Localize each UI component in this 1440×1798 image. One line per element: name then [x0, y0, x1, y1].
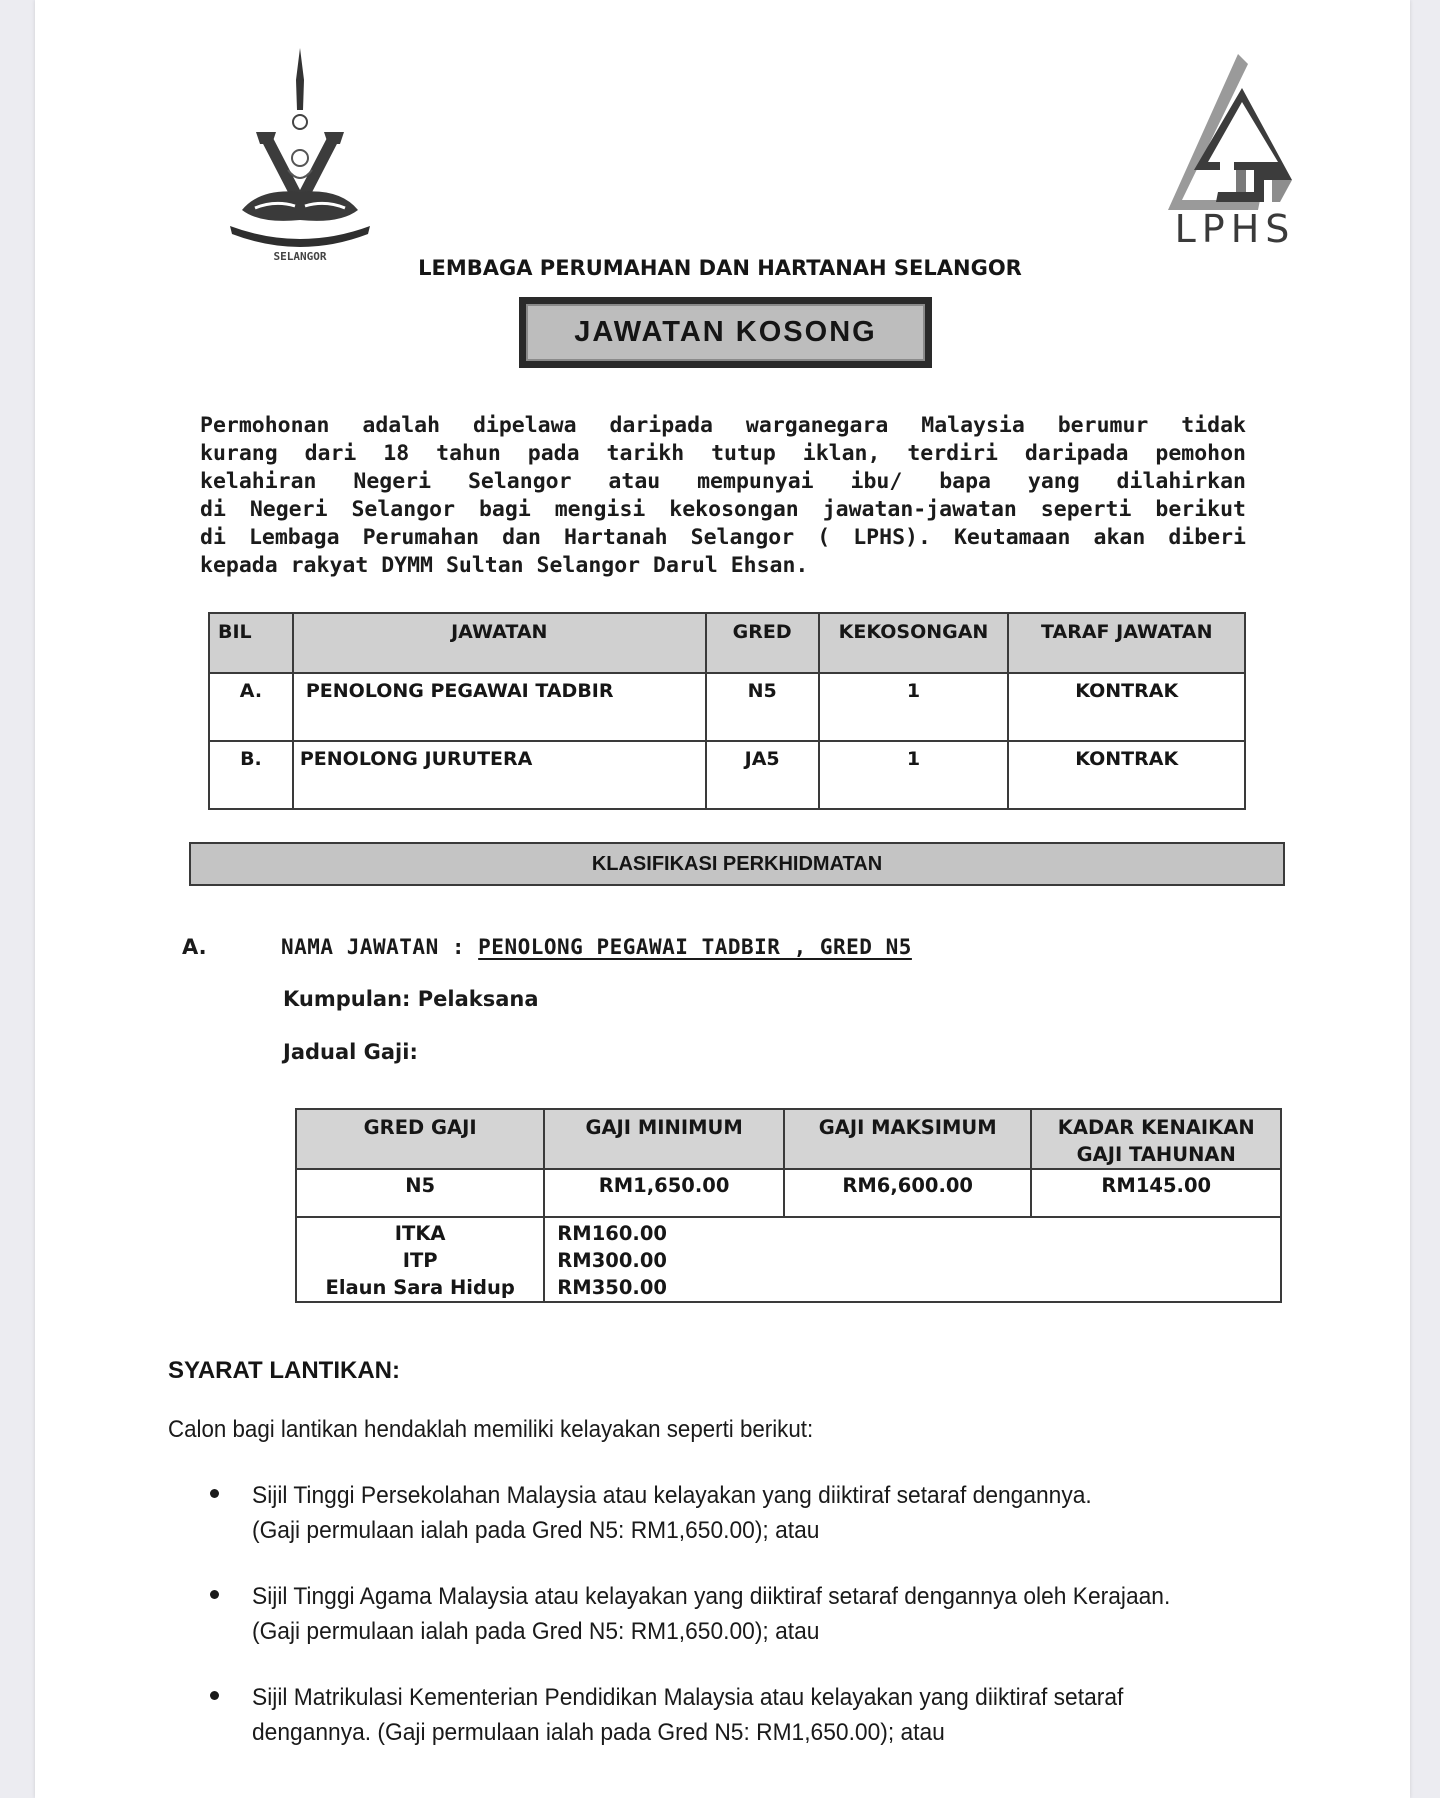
- list-item: [210, 1579, 1330, 1649]
- salary-schedule-label: Jadual Gaji:: [283, 1040, 418, 1064]
- cell-bil: A.: [209, 673, 293, 741]
- cell-gred: N5: [706, 673, 819, 741]
- allowance-label: ITKA: [394, 1222, 446, 1245]
- vacancy-banner: [519, 297, 932, 368]
- requirements-list: [210, 1478, 1330, 1781]
- bullet-icon: [210, 1489, 219, 1498]
- column-header-jawatan: JAWATAN: [293, 613, 706, 673]
- column-header-kadar-kenaikan: KADAR KENAIKAN GAJI TAHUNAN: [1031, 1109, 1281, 1169]
- position-name-line: [281, 935, 912, 959]
- cell-taraf: KONTRAK: [1008, 673, 1245, 741]
- cell-jawatan: PENOLONG PEGAWAI TADBIR: [293, 673, 706, 741]
- column-header-gaji-maksimum: GAJI MAKSIMUM: [784, 1109, 1032, 1169]
- crest-caption: SELANGOR: [273, 250, 327, 263]
- allowance-labels: [296, 1217, 544, 1302]
- table-row: [296, 1169, 1281, 1217]
- column-header-bil: BIL: [209, 613, 293, 673]
- requirement-line: Sijil Tinggi Agama Malaysia atau kelayakan yang diiktiraf setaraf dengannya oleh Kerajaan.: [252, 1583, 1171, 1610]
- requirement-line: (Gaji permulaan ialah pada Gred N5: RM1,650.00); atau: [252, 1618, 820, 1645]
- allowance-value: RM160.00: [557, 1222, 667, 1245]
- service-group: Kumpulan: Pelaksana: [283, 987, 539, 1011]
- column-header-gaji-minimum: GAJI MINIMUM: [544, 1109, 784, 1169]
- cell-gaji-minimum: RM1,650.00: [544, 1169, 784, 1217]
- section-letter: A.: [182, 935, 207, 959]
- allowances-row: [296, 1217, 1281, 1302]
- selangor-crest-icon: [200, 40, 400, 265]
- column-header-kekosongan: KEKOSONGAN: [819, 613, 1009, 673]
- table-row: [209, 741, 1245, 809]
- cell-gred: JA5: [706, 741, 819, 809]
- cell-gaji-maksimum: RM6,600.00: [784, 1169, 1032, 1217]
- intro-paragraph: [200, 412, 1246, 580]
- organization-title: LEMBAGA PERUMAHAN DAN HARTANAH SELANGOR: [418, 256, 1022, 280]
- allowance-value: RM300.00: [557, 1249, 667, 1272]
- intro-line: kurang dari 18 tahun pada tarikh tutup iklan, terdiri daripada pemohon: [200, 441, 1246, 466]
- classification-heading: KLASIFIKASI PERKHIDMATAN: [189, 842, 1285, 886]
- cell-taraf: KONTRAK: [1008, 741, 1245, 809]
- intro-line: kepada rakyat DYMM Sultan Selangor Darul Ehsan.: [200, 553, 809, 578]
- cell-kekosongan: 1: [819, 741, 1009, 809]
- cell-kekosongan: 1: [819, 673, 1009, 741]
- lphs-logo: [1160, 52, 1310, 252]
- cell-gred-gaji: N5: [296, 1169, 544, 1217]
- cell-kadar-kenaikan: RM145.00: [1031, 1169, 1281, 1217]
- intro-line: Permohonan adalah dipelawa daripada warganegara Malaysia berumur tidak: [200, 413, 1246, 438]
- lphs-house-arrow-icon: [1160, 52, 1310, 252]
- intro-line: di Lembaga Perumahan dan Hartanah Selangor ( LPHS). Keutamaan akan diberi: [200, 525, 1246, 550]
- requirement-line: Sijil Tinggi Persekolahan Malaysia atau kelayakan yang diiktiraf setaraf dengannya.: [252, 1482, 1092, 1509]
- column-header-gred-gaji: GRED GAJI: [296, 1109, 544, 1169]
- salary-table-header: [296, 1109, 1281, 1169]
- allowance-label: Elaun Sara Hidup: [325, 1276, 515, 1299]
- column-header-gred: GRED: [706, 613, 819, 673]
- requirement-line: Sijil Matrikulasi Kementerian Pendidikan Malaysia atau kelayakan yang diiktiraf setaraf: [252, 1684, 1124, 1711]
- requirement-line: (Gaji permulaan ialah pada Gred N5: RM1,650.00); atau: [252, 1517, 820, 1544]
- selangor-crest-logo: [200, 40, 400, 265]
- vacancy-table: [208, 612, 1246, 810]
- list-item: [210, 1680, 1330, 1750]
- salary-table: [295, 1108, 1282, 1303]
- cell-jawatan: PENOLONG JURUTERA: [293, 741, 706, 809]
- list-item: [210, 1478, 1330, 1548]
- intro-line: di Negeri Selangor bagi mengisi kekosongan jawatan-jawatan seperti berikut: [200, 497, 1246, 522]
- vacancy-table-header: [209, 613, 1245, 673]
- allowance-values: [544, 1217, 1281, 1302]
- allowance-value: RM350.00: [557, 1276, 667, 1299]
- bullet-icon: [210, 1691, 219, 1700]
- table-row: [209, 673, 1245, 741]
- requirement-line: dengannya. (Gaji permulaan ialah pada Gred N5: RM1,650.00); atau: [252, 1719, 945, 1746]
- vacancy-banner-text: JAWATAN KOSONG: [526, 304, 925, 361]
- lphs-logo-text: LPHS: [1174, 207, 1296, 251]
- cell-bil: B.: [209, 741, 293, 809]
- allowance-label: ITP: [402, 1249, 438, 1272]
- column-header-taraf-jawatan: TARAF JAWATAN: [1008, 613, 1245, 673]
- requirements-intro: Calon bagi lantikan hendaklah memiliki kelayakan seperti berikut:: [168, 1416, 814, 1443]
- position-name-label: NAMA JAWATAN :: [281, 935, 479, 959]
- intro-line: kelahiran Negeri Selangor atau mempunyai ibu/ bapa yang dilahirkan: [200, 469, 1246, 494]
- bullet-icon: [210, 1590, 219, 1599]
- requirements-heading: SYARAT LANTIKAN:: [168, 1357, 400, 1384]
- position-name-value: PENOLONG PEGAWAI TADBIR , GRED N5: [478, 935, 912, 959]
